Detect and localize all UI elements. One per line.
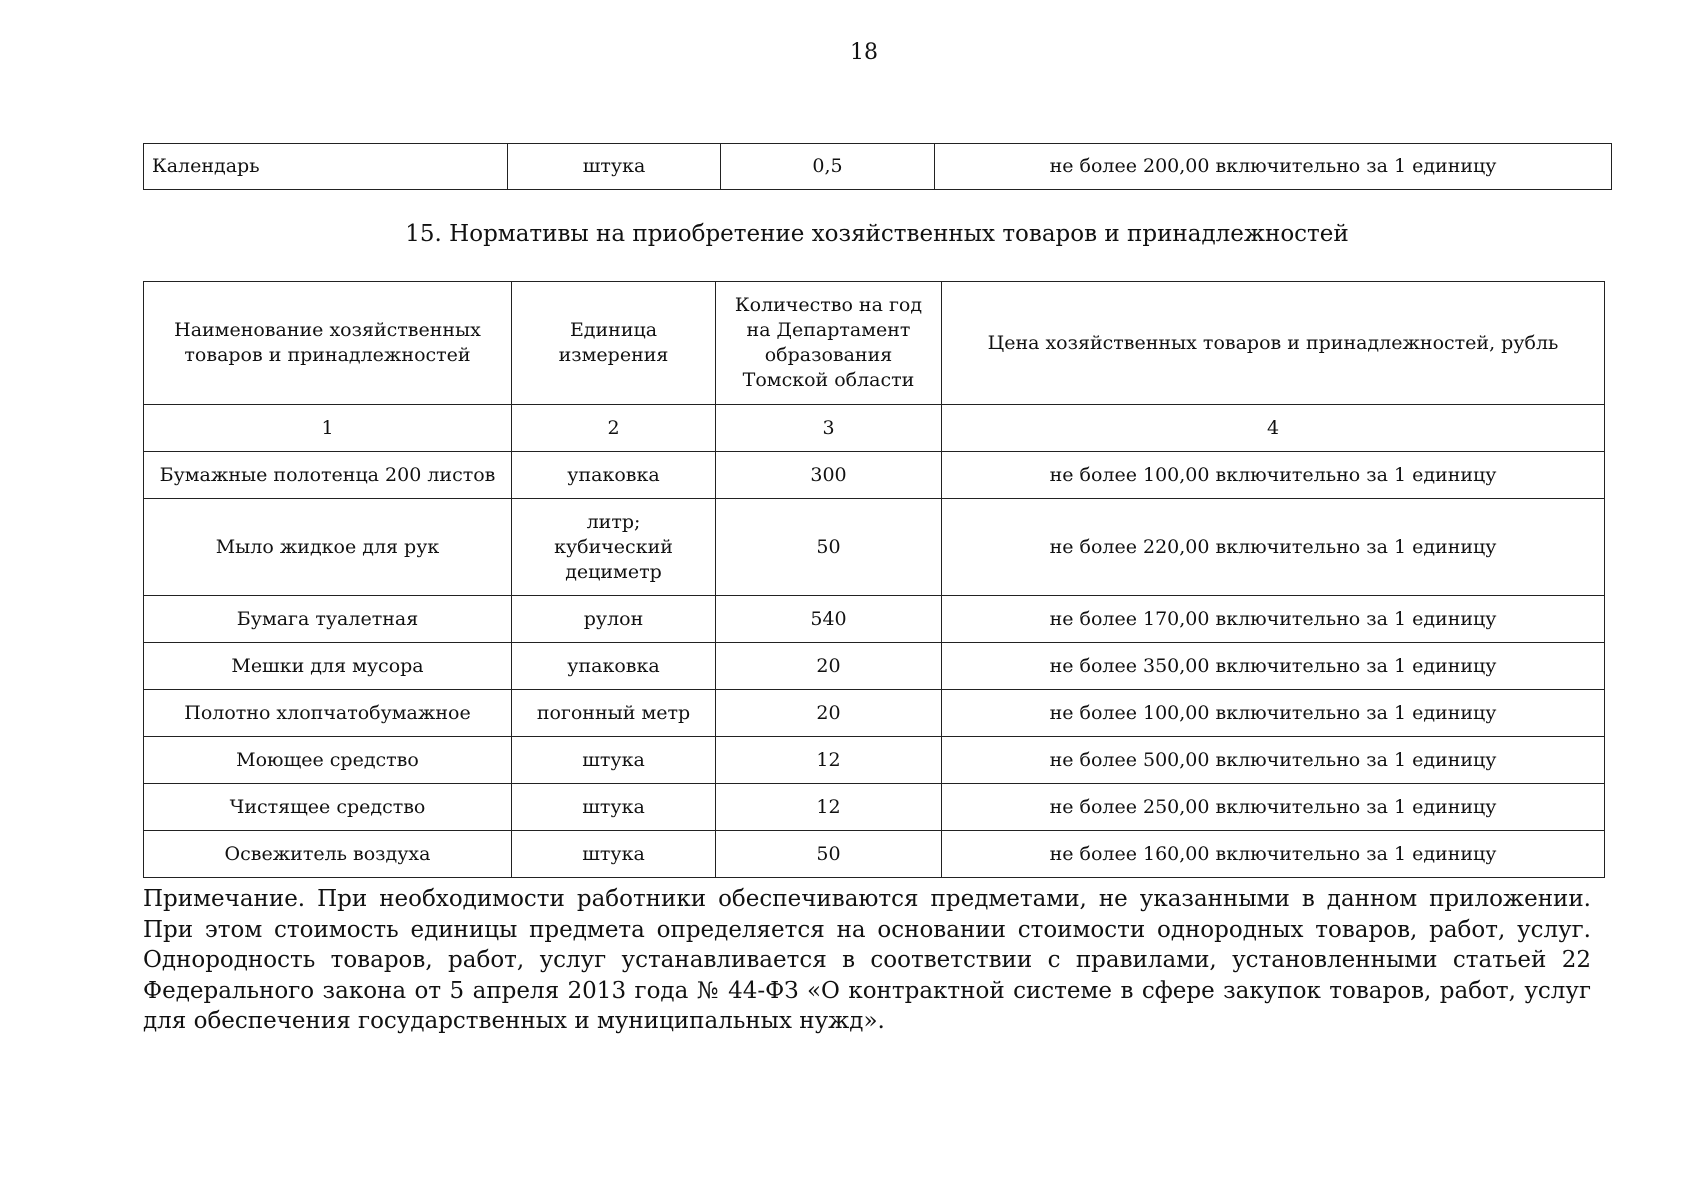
price-cell: не более 100,00 включительно за 1 единицу: [942, 690, 1605, 737]
quantity-cell: 50: [716, 831, 942, 878]
table-row: [144, 784, 1605, 831]
unit-cell: упаковка: [512, 452, 716, 499]
column-number: 3: [716, 405, 942, 452]
item-name-cell: Бумага туалетная: [144, 596, 512, 643]
table-row: [144, 643, 1605, 690]
price-cell: не более 350,00 включительно за 1 единицу: [942, 643, 1605, 690]
column-number-row: [144, 405, 1605, 452]
table-row: [144, 144, 1612, 190]
column-number: 2: [512, 405, 716, 452]
section-title: 15. Нормативы на приобретение хозяйственных товаров и принадлежностей: [405, 221, 1349, 247]
item-name-cell: Мешки для мусора: [144, 643, 512, 690]
item-name-cell: Бумажные полотенца 200 листов: [144, 452, 512, 499]
table-row: [144, 737, 1605, 784]
price-cell: не более 160,00 включительно за 1 единицу: [942, 831, 1605, 878]
note-paragraph: Примечание. При необходимости работники обеспечиваются предметами, не указанными в данном приложении. При этом стоимость единицы предмета определяется на основании стоимости однородных товаров, работ, услуг. Однородность товаров, работ, услуг устанавливается в соответствии с правилами, установленными статьей 22 Федерального закона от 5 апреля 2013 года № 44-ФЗ «О контрактной системе в сфере закупок товаров, работ, услуг для обеспечения государственных и муниципальных нужд».: [143, 886, 1591, 1034]
table-row: [144, 596, 1605, 643]
item-name-cell: Календарь: [144, 144, 508, 190]
household-goods-table: [143, 281, 1605, 878]
table-row: [144, 452, 1605, 499]
item-name-cell: Полотно хлопчатобумажное: [144, 690, 512, 737]
quantity-cell: 12: [716, 784, 942, 831]
quantity-cell: 540: [716, 596, 942, 643]
previous-section-table: [143, 143, 1612, 190]
quantity-cell: 300: [716, 452, 942, 499]
unit-cell: литр; кубический дециметр: [512, 499, 716, 596]
quantity-cell: 12: [716, 737, 942, 784]
header-unit: Единица измерения: [512, 282, 716, 405]
item-name-cell: Чистящее средство: [144, 784, 512, 831]
unit-cell: штука: [512, 831, 716, 878]
unit-cell: упаковка: [512, 643, 716, 690]
page-number: 18: [850, 40, 878, 65]
unit-cell: штука: [512, 784, 716, 831]
item-name-cell: Мыло жидкое для рук: [144, 499, 512, 596]
price-cell: не более 220,00 включительно за 1 единицу: [942, 499, 1605, 596]
header-name: Наименование хозяйственных товаров и принадлежностей: [144, 282, 512, 405]
price-cell: не более 200,00 включительно за 1 единицу: [935, 144, 1612, 190]
quantity-cell: 20: [716, 690, 942, 737]
table-header-row: [144, 282, 1605, 405]
unit-cell: погонный метр: [512, 690, 716, 737]
header-quantity: Количество на год на Департамент образования Томской области: [716, 282, 942, 405]
item-name-cell: Освежитель воздуха: [144, 831, 512, 878]
price-cell: не более 100,00 включительно за 1 единицу: [942, 452, 1605, 499]
table-row: [144, 690, 1605, 737]
quantity-cell: 50: [716, 499, 942, 596]
item-name-cell: Моющее средство: [144, 737, 512, 784]
quantity-cell: 0,5: [721, 144, 935, 190]
unit-cell: штука: [508, 144, 721, 190]
price-cell: не более 170,00 включительно за 1 единицу: [942, 596, 1605, 643]
quantity-cell: 20: [716, 643, 942, 690]
header-price: Цена хозяйственных товаров и принадлежностей, рубль: [942, 282, 1605, 405]
price-cell: не более 250,00 включительно за 1 единицу: [942, 784, 1605, 831]
table-row: [144, 499, 1605, 596]
column-number: 1: [144, 405, 512, 452]
unit-cell: штука: [512, 737, 716, 784]
unit-cell: рулон: [512, 596, 716, 643]
price-cell: не более 500,00 включительно за 1 единицу: [942, 737, 1605, 784]
column-number: 4: [942, 405, 1605, 452]
table-row: [144, 831, 1605, 878]
